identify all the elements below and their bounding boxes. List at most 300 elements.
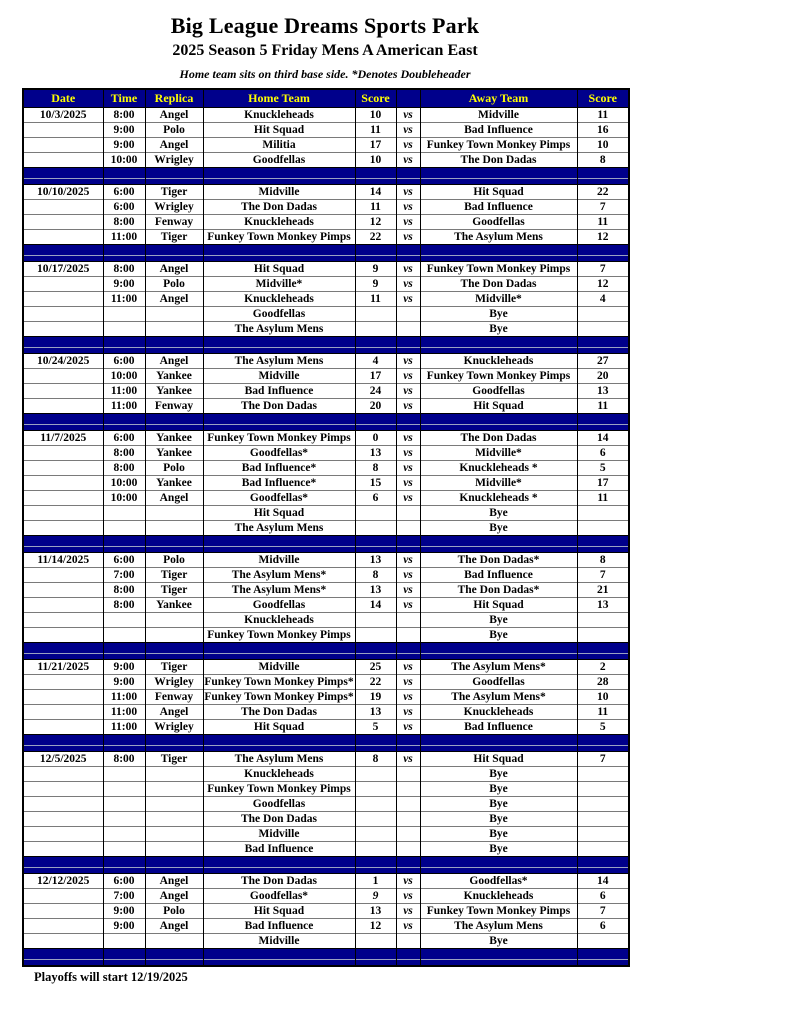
time-cell bbox=[103, 767, 145, 782]
separator-cell bbox=[355, 949, 396, 967]
home-score-cell: 4 bbox=[355, 354, 396, 369]
vs-cell: vs bbox=[396, 230, 420, 245]
separator-cell bbox=[203, 536, 355, 553]
away-team-cell: The Don Dadas bbox=[420, 153, 577, 168]
away-team-cell: Knuckleheads bbox=[420, 889, 577, 904]
separator-cell bbox=[577, 168, 629, 185]
away-score-cell: 14 bbox=[577, 431, 629, 446]
date-cell: 10/3/2025 bbox=[23, 108, 103, 123]
date-cell bbox=[23, 904, 103, 919]
game-row bbox=[23, 553, 629, 568]
separator-cell bbox=[355, 245, 396, 262]
time-cell bbox=[103, 613, 145, 628]
time-cell bbox=[103, 307, 145, 322]
separator-cell bbox=[103, 949, 145, 967]
vs-cell bbox=[396, 934, 420, 949]
home-score-cell: 17 bbox=[355, 138, 396, 153]
home-score-cell bbox=[355, 842, 396, 857]
away-score-cell bbox=[577, 827, 629, 842]
away-team-cell: Bye bbox=[420, 613, 577, 628]
vs-cell: vs bbox=[396, 292, 420, 307]
game-row bbox=[23, 919, 629, 934]
date-cell bbox=[23, 307, 103, 322]
separator-cell bbox=[420, 168, 577, 185]
date-cell bbox=[23, 215, 103, 230]
game-row bbox=[23, 369, 629, 384]
date-cell bbox=[23, 583, 103, 598]
home-team-cell: Funkey Town Monkey Pimps* bbox=[204, 676, 354, 688]
away-score-cell: 11 bbox=[577, 491, 629, 506]
date-cell bbox=[23, 812, 103, 827]
home-team-cell: The Don Dadas bbox=[203, 705, 355, 720]
home-score-cell: 10 bbox=[355, 153, 396, 168]
home-team-cell: Hit Squad bbox=[203, 123, 355, 138]
separator-cell bbox=[420, 245, 577, 262]
separator-cell bbox=[396, 536, 420, 553]
home-team-cell: The Don Dadas bbox=[203, 399, 355, 414]
home-score-cell: 20 bbox=[355, 399, 396, 414]
home-score-cell bbox=[355, 767, 396, 782]
away-score-cell: 6 bbox=[577, 446, 629, 461]
vs-cell bbox=[396, 322, 420, 337]
schedule-table-header bbox=[23, 89, 629, 108]
date-cell bbox=[23, 842, 103, 857]
home-team-cell: Midville bbox=[203, 185, 355, 200]
replica-cell: Fenway bbox=[145, 399, 203, 414]
replica-cell: Wrigley bbox=[145, 153, 203, 168]
time-cell: 7:00 bbox=[103, 889, 145, 904]
date-cell bbox=[23, 230, 103, 245]
date-cell bbox=[23, 598, 103, 613]
time-cell bbox=[103, 827, 145, 842]
vs-cell: vs bbox=[396, 874, 420, 889]
home-score-cell: 8 bbox=[355, 752, 396, 767]
away-score-cell: 10 bbox=[577, 138, 629, 153]
header-vs bbox=[396, 89, 420, 108]
game-row bbox=[23, 123, 629, 138]
date-cell: 11/7/2025 bbox=[23, 431, 103, 446]
game-row bbox=[23, 200, 629, 215]
group-separator-row bbox=[23, 536, 629, 553]
separator-cell bbox=[420, 735, 577, 752]
separator-cell bbox=[420, 337, 577, 354]
home-score-cell: 9 bbox=[355, 262, 396, 277]
away-score-cell bbox=[577, 628, 629, 643]
bye-row bbox=[23, 322, 629, 337]
away-score-cell: 20 bbox=[577, 369, 629, 384]
replica-cell: Angel bbox=[145, 262, 203, 277]
time-cell: 9:00 bbox=[103, 277, 145, 292]
vs-cell bbox=[396, 827, 420, 842]
separator-cell bbox=[577, 949, 629, 967]
replica-cell: Polo bbox=[145, 553, 203, 568]
replica-cell: Yankee bbox=[145, 369, 203, 384]
home-team-cell: Goodfellas bbox=[203, 153, 355, 168]
replica-cell bbox=[145, 797, 203, 812]
home-score-cell: 14 bbox=[355, 598, 396, 613]
game-row bbox=[23, 461, 629, 476]
vs-cell: vs bbox=[396, 675, 420, 690]
home-team-cell: Funkey Town Monkey Pimps bbox=[203, 782, 355, 797]
game-row bbox=[23, 292, 629, 307]
replica-cell: Tiger bbox=[145, 660, 203, 675]
away-team-cell: Knuckleheads * bbox=[420, 491, 577, 506]
home-score-cell: 14 bbox=[355, 185, 396, 200]
time-cell bbox=[103, 506, 145, 521]
date-cell bbox=[23, 767, 103, 782]
home-score-cell bbox=[355, 628, 396, 643]
separator-cell bbox=[355, 414, 396, 431]
away-team-cell: Goodfellas bbox=[420, 384, 577, 399]
vs-cell: vs bbox=[396, 598, 420, 613]
date-cell bbox=[23, 506, 103, 521]
time-cell: 8:00 bbox=[103, 461, 145, 476]
away-team-cell: Funkey Town Monkey Pimps bbox=[420, 262, 577, 277]
bye-row bbox=[23, 307, 629, 322]
away-score-cell bbox=[577, 767, 629, 782]
date-cell bbox=[23, 123, 103, 138]
time-cell: 6:00 bbox=[103, 200, 145, 215]
away-team-cell: Bye bbox=[420, 797, 577, 812]
separator-cell bbox=[355, 168, 396, 185]
away-team-cell: Bye bbox=[420, 506, 577, 521]
time-cell: 6:00 bbox=[103, 431, 145, 446]
home-team-cell: The Asylum Mens bbox=[203, 521, 355, 536]
home-score-cell bbox=[355, 322, 396, 337]
vs-cell: vs bbox=[396, 431, 420, 446]
away-score-cell: 8 bbox=[577, 553, 629, 568]
replica-cell: Polo bbox=[145, 123, 203, 138]
group-separator-row bbox=[23, 245, 629, 262]
date-cell: 12/5/2025 bbox=[23, 752, 103, 767]
schedule-note: Home team sits on third base side. *Denotes Doubleheader bbox=[179, 67, 471, 81]
away-score-cell bbox=[577, 782, 629, 797]
away-score-cell: 21 bbox=[577, 583, 629, 598]
replica-cell: Yankee bbox=[145, 446, 203, 461]
schedule-table-body bbox=[23, 108, 629, 967]
home-team-cell: Knuckleheads bbox=[203, 613, 355, 628]
replica-cell: Wrigley bbox=[145, 200, 203, 215]
time-cell: 8:00 bbox=[103, 583, 145, 598]
away-team-cell: Knuckleheads bbox=[420, 705, 577, 720]
away-score-cell: 5 bbox=[577, 720, 629, 735]
home-score-cell: 1 bbox=[355, 874, 396, 889]
page-title: Big League Dreams Sports Park bbox=[170, 13, 480, 38]
replica-cell bbox=[145, 767, 203, 782]
home-team-cell: Goodfellas bbox=[203, 598, 355, 613]
game-row bbox=[23, 354, 629, 369]
header-away-score: Score bbox=[577, 89, 629, 108]
home-score-cell bbox=[355, 934, 396, 949]
home-score-cell bbox=[355, 613, 396, 628]
separator-cell bbox=[103, 168, 145, 185]
date-cell: 10/10/2025 bbox=[23, 185, 103, 200]
home-score-cell: 8 bbox=[355, 461, 396, 476]
time-cell: 11:00 bbox=[103, 384, 145, 399]
game-row bbox=[23, 660, 629, 675]
separator-cell bbox=[203, 245, 355, 262]
away-score-cell: 4 bbox=[577, 292, 629, 307]
date-cell bbox=[23, 675, 103, 690]
home-team-cell: Midville bbox=[203, 660, 355, 675]
game-row bbox=[23, 904, 629, 919]
away-team-cell: Bye bbox=[420, 521, 577, 536]
game-row bbox=[23, 476, 629, 491]
game-row bbox=[23, 431, 629, 446]
away-team-cell: Bad Influence bbox=[420, 123, 577, 138]
time-cell bbox=[103, 521, 145, 536]
home-team-cell: Hit Squad bbox=[203, 720, 355, 735]
replica-cell: Tiger bbox=[145, 752, 203, 767]
separator-cell bbox=[355, 536, 396, 553]
game-row bbox=[23, 491, 629, 506]
game-row bbox=[23, 399, 629, 414]
home-score-cell: 11 bbox=[355, 292, 396, 307]
home-team-cell: Knuckleheads bbox=[203, 215, 355, 230]
replica-cell bbox=[145, 812, 203, 827]
away-score-cell bbox=[577, 934, 629, 949]
away-score-cell: 12 bbox=[577, 230, 629, 245]
away-team-cell: Bye bbox=[420, 628, 577, 643]
separator-cell bbox=[203, 949, 355, 967]
separator-cell bbox=[145, 168, 203, 185]
home-score-cell: 12 bbox=[355, 215, 396, 230]
date-cell bbox=[23, 827, 103, 842]
date-cell bbox=[23, 720, 103, 735]
separator-cell bbox=[23, 735, 103, 752]
header-replica: Replica bbox=[145, 89, 203, 108]
game-row bbox=[23, 889, 629, 904]
separator-cell bbox=[103, 337, 145, 354]
away-team-cell: Bye bbox=[420, 842, 577, 857]
home-team-cell: Midville bbox=[203, 553, 355, 568]
home-team-cell: Hit Squad bbox=[203, 904, 355, 919]
vs-cell: vs bbox=[396, 491, 420, 506]
away-score-cell: 5 bbox=[577, 461, 629, 476]
separator-cell bbox=[23, 857, 103, 874]
date-cell bbox=[23, 491, 103, 506]
schedule-table bbox=[22, 88, 630, 967]
vs-cell bbox=[396, 506, 420, 521]
away-team-cell: The Don Dadas* bbox=[420, 553, 577, 568]
group-separator-row bbox=[23, 949, 629, 967]
date-cell bbox=[23, 399, 103, 414]
home-team-cell: The Asylum Mens bbox=[203, 322, 355, 337]
bye-row bbox=[23, 812, 629, 827]
home-score-cell: 0 bbox=[355, 431, 396, 446]
vs-cell: vs bbox=[396, 138, 420, 153]
home-score-cell: 22 bbox=[355, 675, 396, 690]
away-team-cell: The Don Dadas* bbox=[420, 583, 577, 598]
game-row bbox=[23, 153, 629, 168]
separator-cell bbox=[103, 536, 145, 553]
replica-cell: Angel bbox=[145, 705, 203, 720]
home-team-cell: Bad Influence bbox=[203, 384, 355, 399]
away-score-cell: 17 bbox=[577, 476, 629, 491]
home-score-cell: 25 bbox=[355, 660, 396, 675]
game-row bbox=[23, 705, 629, 720]
home-team-cell: Hit Squad bbox=[203, 506, 355, 521]
time-cell: 11:00 bbox=[103, 720, 145, 735]
home-team-cell: Funkey Town Monkey Pimps bbox=[203, 628, 355, 643]
away-team-cell: Funkey Town Monkey Pimps bbox=[420, 138, 577, 153]
date-cell: 10/24/2025 bbox=[23, 354, 103, 369]
away-team-cell: Hit Squad bbox=[420, 399, 577, 414]
replica-cell: Tiger bbox=[145, 185, 203, 200]
separator-cell bbox=[577, 735, 629, 752]
home-score-cell: 10 bbox=[355, 108, 396, 123]
away-score-cell: 22 bbox=[577, 185, 629, 200]
away-team-cell: The Asylum Mens bbox=[420, 230, 577, 245]
vs-cell: vs bbox=[396, 705, 420, 720]
bye-row bbox=[23, 827, 629, 842]
home-score-cell: 15 bbox=[355, 476, 396, 491]
separator-cell bbox=[103, 735, 145, 752]
game-row bbox=[23, 185, 629, 200]
time-cell: 9:00 bbox=[103, 123, 145, 138]
time-cell: 7:00 bbox=[103, 568, 145, 583]
away-score-cell bbox=[577, 842, 629, 857]
date-cell: 11/21/2025 bbox=[23, 660, 103, 675]
home-score-cell: 9 bbox=[355, 889, 396, 904]
date-cell bbox=[23, 797, 103, 812]
away-score-cell: 16 bbox=[577, 123, 629, 138]
away-team-cell: Bye bbox=[420, 307, 577, 322]
separator-cell bbox=[355, 643, 396, 660]
home-score-cell: 13 bbox=[355, 904, 396, 919]
date-cell: 11/14/2025 bbox=[23, 553, 103, 568]
vs-cell: vs bbox=[396, 123, 420, 138]
vs-cell: vs bbox=[396, 399, 420, 414]
bye-row bbox=[23, 782, 629, 797]
separator-cell bbox=[145, 949, 203, 967]
separator-cell bbox=[577, 245, 629, 262]
away-score-cell: 11 bbox=[577, 399, 629, 414]
replica-cell: Polo bbox=[145, 277, 203, 292]
header-date: Date bbox=[23, 89, 103, 108]
date-cell bbox=[23, 934, 103, 949]
separator-cell bbox=[145, 857, 203, 874]
home-score-cell: 12 bbox=[355, 919, 396, 934]
away-team-cell: The Don Dadas bbox=[420, 431, 577, 446]
time-cell: 9:00 bbox=[103, 904, 145, 919]
away-score-cell bbox=[577, 812, 629, 827]
replica-cell bbox=[145, 782, 203, 797]
time-cell bbox=[103, 797, 145, 812]
header-row bbox=[23, 89, 629, 108]
time-cell: 10:00 bbox=[103, 491, 145, 506]
home-team-cell: Midville bbox=[203, 827, 355, 842]
separator-cell bbox=[23, 536, 103, 553]
time-cell: 10:00 bbox=[103, 153, 145, 168]
away-team-cell: Hit Squad bbox=[420, 752, 577, 767]
time-cell: 6:00 bbox=[103, 185, 145, 200]
time-cell: 9:00 bbox=[103, 138, 145, 153]
vs-cell: vs bbox=[396, 200, 420, 215]
game-row bbox=[23, 874, 629, 889]
time-cell: 9:00 bbox=[103, 919, 145, 934]
separator-cell bbox=[145, 337, 203, 354]
game-row bbox=[23, 598, 629, 613]
vs-cell bbox=[396, 307, 420, 322]
vs-cell bbox=[396, 628, 420, 643]
replica-cell bbox=[145, 628, 203, 643]
away-team-cell: Bad Influence bbox=[420, 720, 577, 735]
vs-cell bbox=[396, 521, 420, 536]
separator-cell bbox=[577, 414, 629, 431]
separator-cell bbox=[396, 735, 420, 752]
home-score-cell: 13 bbox=[355, 583, 396, 598]
away-team-cell: The Don Dadas bbox=[420, 277, 577, 292]
separator-cell bbox=[103, 414, 145, 431]
separator-cell bbox=[23, 414, 103, 431]
replica-cell: Angel bbox=[145, 108, 203, 123]
home-team-cell: Funkey Town Monkey Pimps bbox=[203, 431, 355, 446]
separator-cell bbox=[355, 857, 396, 874]
replica-cell: Polo bbox=[145, 461, 203, 476]
date-cell bbox=[23, 153, 103, 168]
schedule-content bbox=[22, 0, 628, 985]
time-cell: 6:00 bbox=[103, 354, 145, 369]
home-score-cell: 11 bbox=[355, 123, 396, 138]
separator-cell bbox=[577, 536, 629, 553]
replica-cell: Angel bbox=[145, 874, 203, 889]
away-score-cell bbox=[577, 797, 629, 812]
away-score-cell: 6 bbox=[577, 919, 629, 934]
separator-cell bbox=[577, 857, 629, 874]
separator-cell bbox=[203, 414, 355, 431]
time-cell: 9:00 bbox=[103, 660, 145, 675]
away-team-cell: Bad Influence bbox=[420, 568, 577, 583]
home-team-cell: Funkey Town Monkey Pimps* bbox=[204, 691, 354, 703]
away-score-cell bbox=[577, 307, 629, 322]
time-cell: 10:00 bbox=[103, 476, 145, 491]
vs-cell: vs bbox=[396, 904, 420, 919]
home-team-cell: Goodfellas bbox=[203, 307, 355, 322]
separator-cell bbox=[420, 857, 577, 874]
playoffs-note: Playoffs will start 12/19/2025 bbox=[34, 970, 188, 984]
bye-row bbox=[23, 613, 629, 628]
replica-cell: Fenway bbox=[145, 215, 203, 230]
home-score-cell: 5 bbox=[355, 720, 396, 735]
vs-cell: vs bbox=[396, 446, 420, 461]
separator-cell bbox=[355, 735, 396, 752]
home-team-cell: Goodfellas* bbox=[203, 889, 355, 904]
away-score-cell: 7 bbox=[577, 904, 629, 919]
vs-cell: vs bbox=[396, 153, 420, 168]
time-cell bbox=[103, 812, 145, 827]
replica-cell: Angel bbox=[145, 354, 203, 369]
time-cell bbox=[103, 934, 145, 949]
separator-cell bbox=[203, 735, 355, 752]
header-time: Time bbox=[103, 89, 145, 108]
date-cell bbox=[23, 705, 103, 720]
home-score-cell: 9 bbox=[355, 277, 396, 292]
away-team-cell: Knuckleheads * bbox=[420, 461, 577, 476]
header-home-team: Home Team bbox=[203, 89, 355, 108]
time-cell: 11:00 bbox=[103, 292, 145, 307]
home-team-cell: The Don Dadas bbox=[203, 874, 355, 889]
away-score-cell: 7 bbox=[577, 262, 629, 277]
separator-cell bbox=[420, 536, 577, 553]
group-separator-row bbox=[23, 337, 629, 354]
date-cell bbox=[23, 568, 103, 583]
away-score-cell: 27 bbox=[577, 354, 629, 369]
away-team-cell: Bye bbox=[420, 934, 577, 949]
vs-cell: vs bbox=[396, 720, 420, 735]
vs-cell: vs bbox=[396, 476, 420, 491]
group-separator-row bbox=[23, 414, 629, 431]
